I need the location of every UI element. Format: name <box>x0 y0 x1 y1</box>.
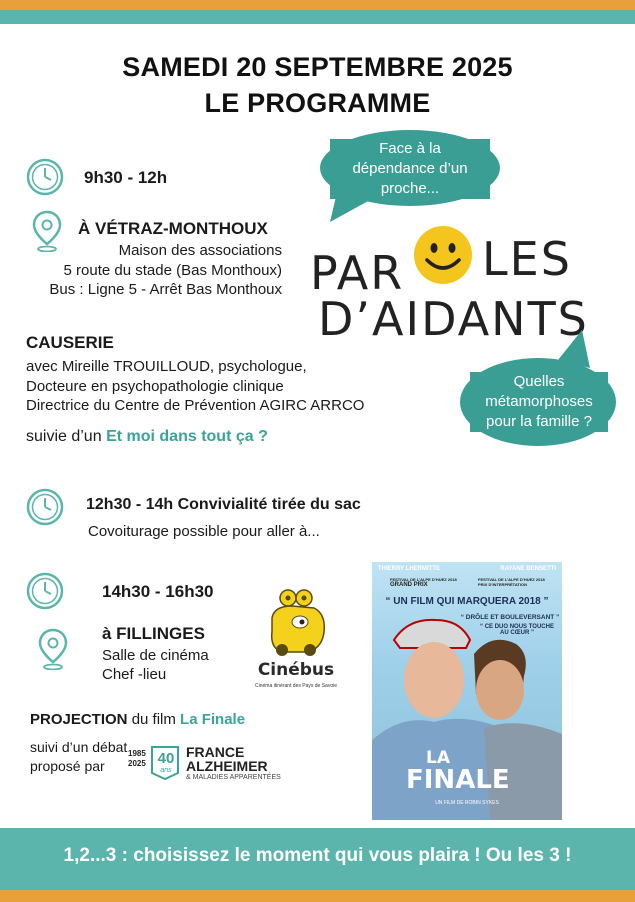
poster-title-line1: LA <box>426 748 450 768</box>
session3-time: 14h30 - 16h30 <box>102 582 214 601</box>
bubble-top-line3: proche... <box>380 180 440 197</box>
bubble-bottom-line3: pour la famille ? <box>486 413 592 430</box>
logo-les: LES <box>482 232 572 286</box>
session3-place-title: à FILLINGES <box>102 624 205 643</box>
bubble-top-line1: Face à la <box>379 140 441 157</box>
poster-actor-right: RAYANE BENSETTI <box>500 566 556 572</box>
followup-highlight: Et moi dans tout ça ? <box>106 428 268 445</box>
poster-title-line2: FINALE <box>406 765 510 795</box>
logo-daidants: D’AIDANTS <box>318 292 589 346</box>
clock-icon <box>26 488 64 526</box>
speech-bubble-top-text <box>330 139 490 199</box>
causerie-desc-line2: Docteure en psychopathologie clinique <box>26 378 284 395</box>
session2-note: Covoiturage possible pour aller à... <box>88 523 320 540</box>
debate-line1: suivi d’un débat <box>30 739 128 755</box>
session2-time: 12h30 - 14h Convivialité tirée du sac <box>86 496 361 513</box>
fa-line2: ALZHEIMER <box>186 758 268 774</box>
film-title: La Finale <box>180 711 246 728</box>
paroles-daidants-logo <box>300 224 600 344</box>
poster-quote-2: “ DRÔLE ET BOULEVERSANT ” <box>460 614 560 621</box>
projection-heading: PROJECTION <box>30 711 128 728</box>
causerie-heading: CAUSERIE <box>26 333 114 352</box>
fa-anniv-label: ans <box>160 767 172 774</box>
session3-place-line2: Chef -lieu <box>102 666 167 683</box>
poster-festival-right <box>478 577 554 587</box>
fa-anniv-number: 40 <box>157 750 175 767</box>
poster-quote-3: “ CE DUO NOUS TOUCHE AU CŒUR ” <box>480 624 554 636</box>
cinebus-name: Cinébus <box>257 660 335 680</box>
speech-bubble-bottom-text <box>470 372 608 432</box>
cinebus-subtitle: Cinéma itinérant des Pays de Savoie <box>255 683 337 689</box>
logo-par: PAR <box>310 246 405 300</box>
session1-place-title: À VÉTRAZ-MONTHOUX <box>78 219 268 238</box>
projection-line <box>30 711 245 728</box>
bubble-bottom-line1: Quelles <box>513 373 565 390</box>
france-alzheimer-logo <box>128 745 308 785</box>
page-title-programme: LE PROGRAMME <box>204 88 431 118</box>
poster-award-left: GRAND PRIX <box>390 582 428 588</box>
smiley-icon <box>412 224 474 286</box>
causerie-desc-line3: Directrice du Centre de Prévention AGIRC ARRCO <box>26 397 365 414</box>
page-title-date: SAMEDI 20 SEPTEMBRE 2025 <box>122 52 513 82</box>
fa-year-from: 1985 <box>128 749 146 758</box>
projection-heading-rest: du film <box>131 711 176 728</box>
clock-icon <box>26 158 64 196</box>
session1-place-line3: Bus : Ligne 5 - Arrêt Bas Monthoux <box>49 281 282 298</box>
poster-award-right: PRIX D’INTERPRÉTATION <box>478 582 527 587</box>
causerie-followup <box>26 428 268 446</box>
poster-quote-main: “ UN FILM QUI MARQUERA 2018 ” <box>385 596 549 607</box>
footer-text: 1,2...3 : choisissez le moment qui vous plaira ! Ou les 3 ! <box>63 845 572 866</box>
poster-festival-right-name: FESTIVAL DE L’ALPE D’HUEZ 2018 <box>478 577 545 582</box>
poster-festival-left <box>390 577 458 588</box>
poster-festival-left-name: FESTIVAL DE L’ALPE D’HUEZ 2018 <box>390 577 457 582</box>
fa-years <box>128 749 146 769</box>
fa-line1: FRANCE <box>186 744 245 760</box>
poster-credit: UN FILM DE ROBIN SYKES <box>435 800 499 806</box>
bubble-bottom-line2: métamorphoses <box>485 393 593 410</box>
session1-place-line1: Maison des associations <box>118 242 282 259</box>
session1-place-line2: 5 route du stade (Bas Monthoux) <box>63 262 282 279</box>
followup-prefix: suivie d’un <box>26 428 102 445</box>
session3-place-line1: Salle de cinéma <box>102 647 209 664</box>
top-color-bar <box>0 0 635 24</box>
causerie-desc-line1: avec Mireille TROUILLOUD, psychologue, <box>26 358 307 375</box>
film-poster <box>372 562 562 820</box>
fa-year-to: 2025 <box>128 759 146 768</box>
poster-actor-left: THIERRY LHERMITTE <box>378 566 441 572</box>
bubble-top-line2: dépendance d’un <box>352 160 468 177</box>
location-pin-icon <box>38 628 68 670</box>
footer-banner <box>0 828 635 902</box>
cinebus-logo <box>254 588 338 696</box>
session1-time: 9h30 - 12h <box>84 168 168 187</box>
cinebus-bus-icon <box>264 588 328 660</box>
debate-line2: proposé par <box>30 758 105 774</box>
fa-line3: & MALADIES APPARENTÉES <box>186 774 281 781</box>
clock-icon <box>26 572 64 610</box>
